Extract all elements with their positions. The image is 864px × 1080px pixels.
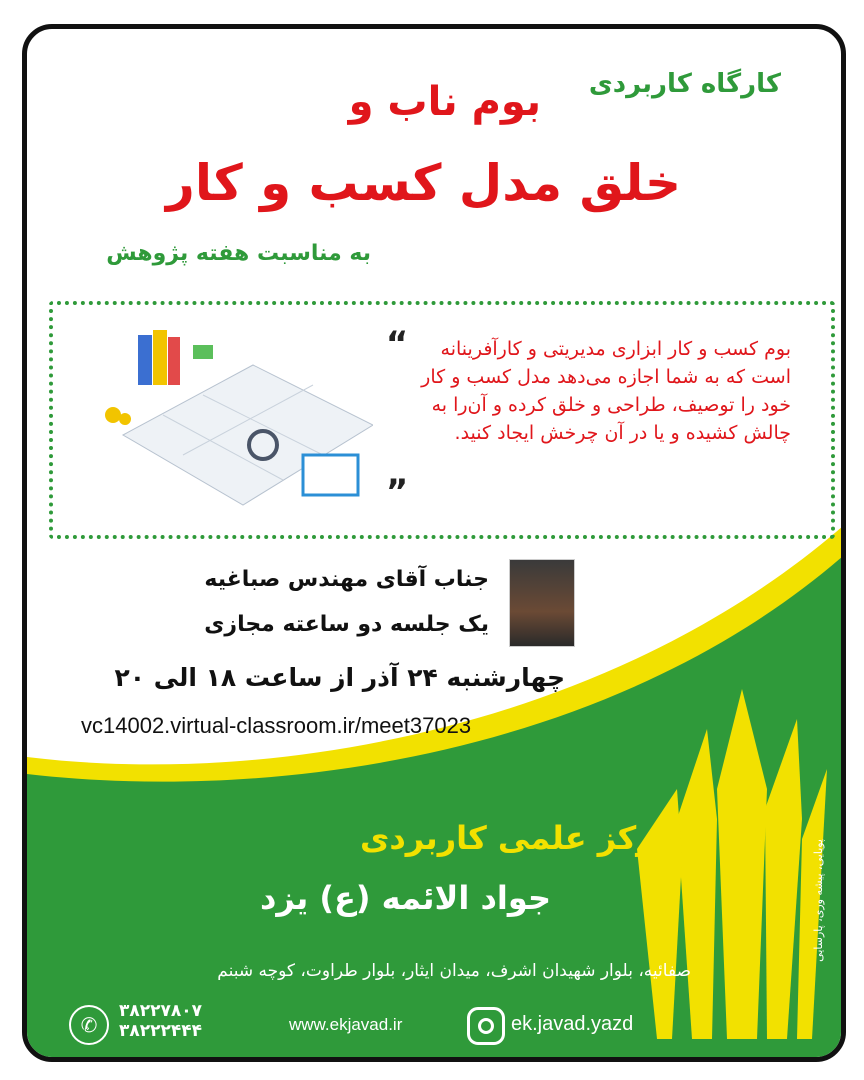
workshop-kicker: کارگاه کاربردی [588,69,781,99]
phone-icon: ✆ [69,1005,109,1045]
poster [22,24,846,1062]
phone-number[interactable]: ۳۸۲۲۷۸۰۷ [119,1001,203,1021]
open-quote-icon: “ [385,324,409,364]
org-name-line-1: مرکز علمی کاربردی [360,819,676,857]
business-canvas-illustration [83,315,373,515]
presenter-photo [509,559,575,647]
phone-list [119,1001,202,1041]
motto-text: پویایی، پیشه وری، پارسایی [812,839,825,962]
title-line-1: بوم ناب و [348,79,541,125]
address-text: صفائیه، بلوار شهیدان اشرف، میدان ایثار، بلوار طراوت، کوچه شبنم [217,961,691,981]
meeting-link[interactable]: vc14002.virtual-classroom.ir/meet37023 [81,713,472,738]
description-text: بوم کسب و کار ابزاری مدیریتی و کارآفرینانه است که به شما اجازه می‌دهد مدل کسب و کار خود را توصیف، طراحی و خلق کرده و آن‌را به چالش کشیده و یا در آن چرخش ایجاد کنید. [421,338,791,444]
title-line-2: خلق مدل کسب و کار [166,154,681,212]
close-quote-icon: ” [385,472,409,512]
session-info: یک جلسه دو ساعته مجازی [204,612,489,637]
presenter-name: جناب آقای مهندس صباغیه [204,567,489,592]
event-datetime: چهارشنبه ۲۴ آذر از ساعت ۱۸ الی ۲۰ [114,663,565,692]
org-name-line-2: جواد الائمه (ع) یزد [259,879,551,917]
instagram-icon [467,1007,505,1045]
description-box [49,301,835,539]
phone-number[interactable]: ۳۸۲۲۲۴۴۴ [119,1021,203,1041]
instagram-handle[interactable]: ek.javad.yazd [511,1013,634,1035]
website-link[interactable]: www.ekjavad.ir [289,1015,403,1034]
occasion-text: به مناسبت هفته پژوهش [106,241,371,266]
